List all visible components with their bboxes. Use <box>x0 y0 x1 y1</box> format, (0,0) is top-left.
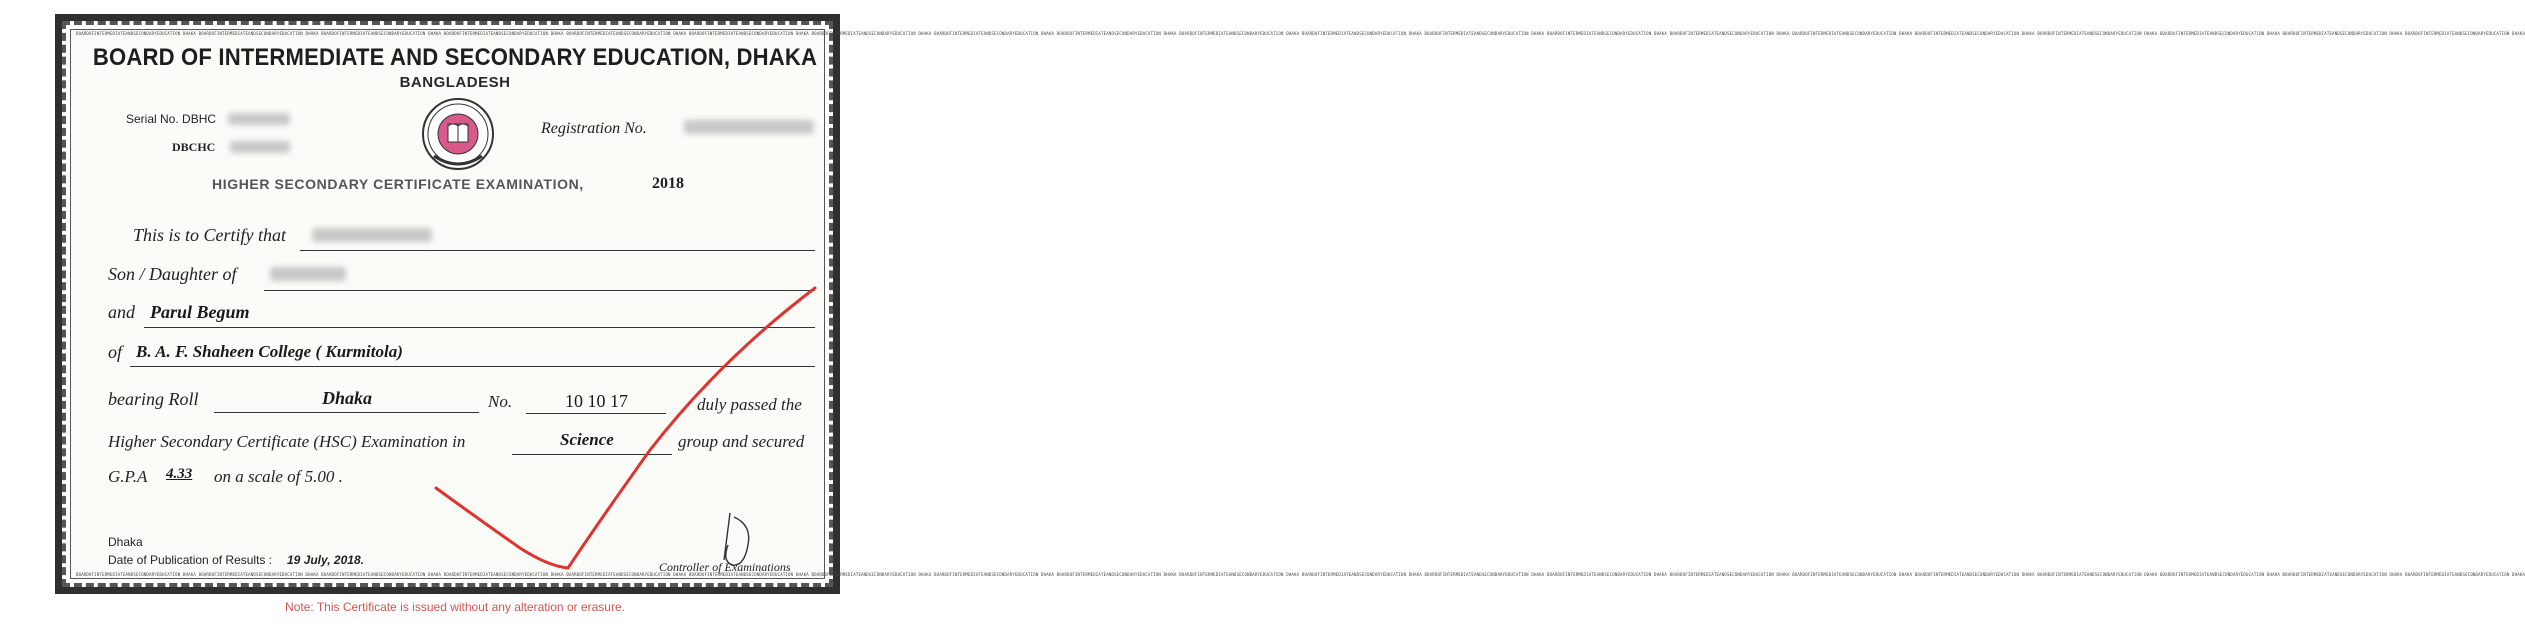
microtext-bottom: BOARDOFINTERMEDIATEANDSECONDARYEDUCATION DHAKA BOARDOFINTERMEDIATEANDSECONDARYEDUCATION DHAKA BOARDOFINTERMEDIATEANDSECONDARYEDUCATION DHAKA BOARDOFINTERMEDIATEANDSECONDARYEDUCATION DHAKA BOARDOFINTERMEDIATEANDSECONDARYEDUCATION DHAKA BOARDOFINTERMEDIATEANDSECONDARYEDUCATION DHAKA BOARDOFINTERMEDIATEANDSECONDARYEDUCATION DHAKA BOARDOFINTERMEDIATEANDSECONDARYEDUCATION DHAKA BOARDOFINTERMEDIATEANDSECONDARYEDUCATION DHAKA BOARDOFINTERMEDIATEANDSECONDARYEDUCATION DHAKA BOARDOFINTERMEDIATEANDSECONDARYEDUCATION DHAKA BOARDOFINTERMEDIATEANDSECONDARYEDUCATION DHAKA BOARDOFINTERMEDIATEANDSECONDARYEDUCATION DHAKA BOARDOFINTERMEDIATEANDSECONDARYEDUCATION DHAKA BOARDOFINTERMEDIATEANDSECONDARYEDUCATION DHAKA BOARDOFINTERMEDIATEANDSECONDARYEDUCATION DHAKA BOARDOFINTERMEDIATEANDSECONDARYEDUCATION DHAKA BOARDOFINTERMEDIATEANDSECONDARYEDUCATION DHAKA BOARDOFINTERMEDIATEANDSECONDARYEDUCATION DHAKA BOARDOFINTERMEDIATEANDSECONDARYEDUCATION DHAKA <box>76 572 2525 577</box>
duly-passed-label: duly passed the <box>697 395 802 414</box>
roll-center-line <box>214 412 479 413</box>
dbchc-label: DBCHC <box>172 140 216 154</box>
board-seal-icon <box>420 96 496 172</box>
gpa-value: 4.33 <box>166 466 193 482</box>
exam-line-label: Higher Secondary Certificate (HSC) Examination in <box>108 432 466 451</box>
dbchc-redaction <box>230 141 290 153</box>
father-name-redaction <box>270 267 346 281</box>
group-value: Science <box>560 430 614 449</box>
exam-year: 2018 <box>652 175 684 192</box>
roll-center: Dhaka <box>322 388 373 408</box>
place-label: Dhaka <box>108 535 143 549</box>
group-secured-label: group and secured <box>678 432 805 451</box>
of-label: of <box>108 342 123 362</box>
mother-name: Parul Begum <box>150 302 250 322</box>
father-line <box>264 290 815 291</box>
publication-label: Date of Publication of Results : <box>108 553 273 567</box>
bearing-roll-label: bearing Roll <box>108 389 199 409</box>
college-name: B. A. F. Shaheen College ( Kurmitola) <box>136 342 403 361</box>
certify-line <box>300 250 815 251</box>
serial-redaction <box>228 113 290 125</box>
gpa-label: G.P.A <box>108 467 148 486</box>
college-line <box>130 366 815 367</box>
group-line <box>512 454 672 455</box>
registration-label: Registration No. <box>541 120 647 137</box>
mother-line <box>144 327 815 328</box>
certificate-note: Note: This Certificate is issued without any alteration or erasure. <box>285 600 625 614</box>
roll-number: 10 10 17 <box>565 391 628 411</box>
exam-title: HIGHER SECONDARY CERTIFICATE EXAMINATION, <box>212 176 584 192</box>
microtext-top: BOARDOFINTERMEDIATEANDSECONDARYEDUCATION DHAKA BOARDOFINTERMEDIATEANDSECONDARYEDUCATION DHAKA BOARDOFINTERMEDIATEANDSECONDARYEDUCATION DHAKA BOARDOFINTERMEDIATEANDSECONDARYEDUCATION DHAKA BOARDOFINTERMEDIATEANDSECONDARYEDUCATION DHAKA BOARDOFINTERMEDIATEANDSECONDARYEDUCATION DHAKA BOARDOFINTERMEDIATEANDSECONDARYEDUCATION DHAKA BOARDOFINTERMEDIATEANDSECONDARYEDUCATION DHAKA BOARDOFINTERMEDIATEANDSECONDARYEDUCATION DHAKA BOARDOFINTERMEDIATEANDSECONDARYEDUCATION DHAKA BOARDOFINTERMEDIATEANDSECONDARYEDUCATION DHAKA BOARDOFINTERMEDIATEANDSECONDARYEDUCATION DHAKA BOARDOFINTERMEDIATEANDSECONDARYEDUCATION DHAKA BOARDOFINTERMEDIATEANDSECONDARYEDUCATION DHAKA BOARDOFINTERMEDIATEANDSECONDARYEDUCATION DHAKA BOARDOFINTERMEDIATEANDSECONDARYEDUCATION DHAKA BOARDOFINTERMEDIATEANDSECONDARYEDUCATION DHAKA BOARDOFINTERMEDIATEANDSECONDARYEDUCATION DHAKA BOARDOFINTERMEDIATEANDSECONDARYEDUCATION DHAKA BOARDOFINTERMEDIATEANDSECONDARYEDUCATION DHAKA <box>76 31 2525 36</box>
certify-label: This is to Certify that <box>133 225 287 245</box>
registration-redaction <box>684 120 814 134</box>
publication-date: 19 July, 2018. <box>287 553 364 567</box>
board-title: BOARD OF INTERMEDIATE AND SECONDARY EDUCATION, DHAKA <box>92 44 818 71</box>
student-name-redaction <box>312 228 432 242</box>
controller-label: Controller of Examinations <box>659 560 791 574</box>
and-label: and <box>108 302 135 322</box>
country-name: BANGLADESH <box>399 74 511 91</box>
son-daughter-label: Son / Daughter of <box>108 264 237 284</box>
scale-label: on a scale of 5.00 . <box>214 467 343 486</box>
no-label: No. <box>488 392 513 411</box>
roll-number-line <box>526 413 666 414</box>
serial-label: Serial No. DBHC <box>126 112 217 126</box>
